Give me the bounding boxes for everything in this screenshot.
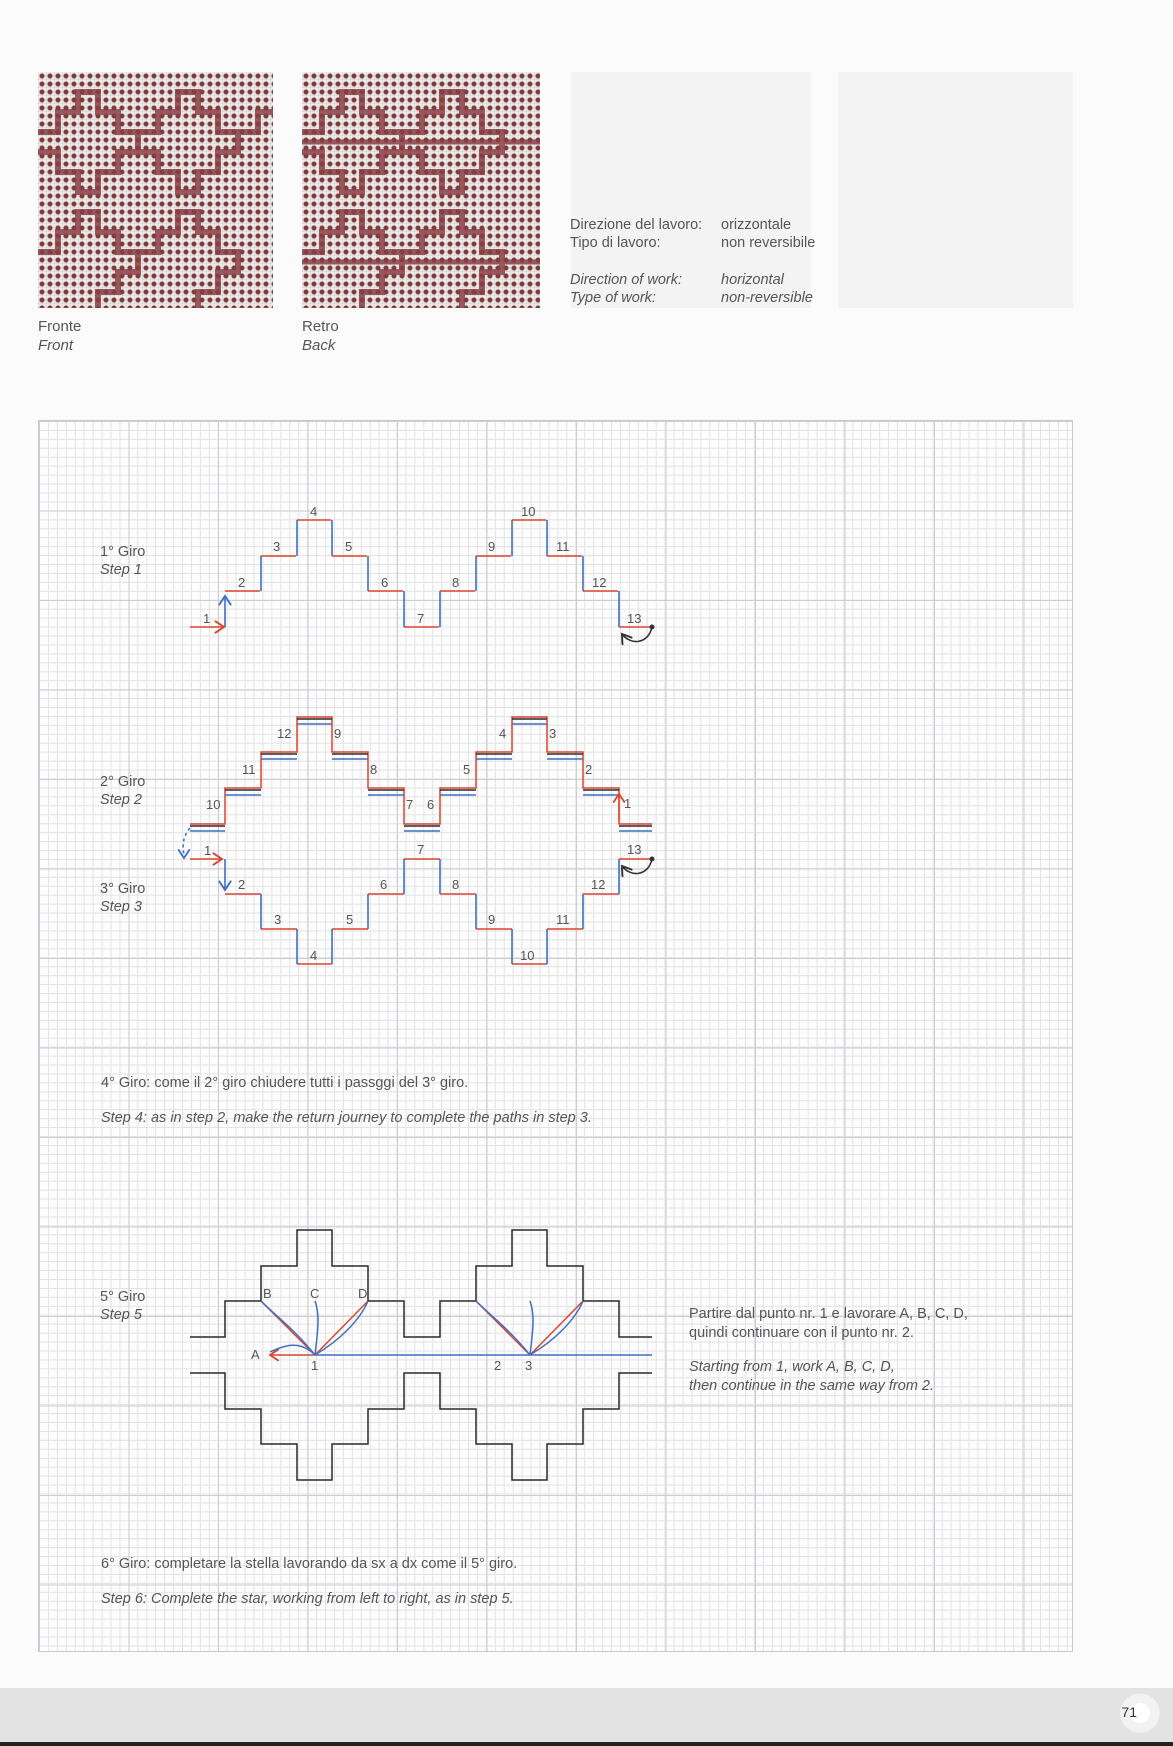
front-caption: Fronte Front xyxy=(38,318,82,354)
type-value-en: non-reversible xyxy=(721,290,813,306)
step5-note-it-2: quindi continuare con il punto nr. 2. xyxy=(689,1325,914,1341)
step5-note-it-1: Partire dal punto nr. 1 e lavorare A, B, C, D, xyxy=(689,1306,968,1322)
step6-note-it: 6° Giro: completare la stella lavorando da sx a dx come il 5° giro. xyxy=(101,1556,518,1572)
direction-value-en: horizontal xyxy=(721,272,784,288)
direction-value-it: orizzontale xyxy=(721,217,792,233)
direction-label-en: Direction of work: xyxy=(570,272,683,288)
step5-note-en-1: Starting from 1, work A, B, C, D, xyxy=(689,1359,895,1375)
step1-label: 1° Giro Step 1 xyxy=(100,544,146,578)
return-arrow-icon xyxy=(622,859,652,874)
direction-label-it: Direzione del lavoro: xyxy=(570,217,703,233)
turn-arrow-icon xyxy=(183,828,190,858)
step5-label: 5° Giro Step 5 xyxy=(100,1289,146,1323)
bottom-edge xyxy=(0,1742,1173,1746)
back-caption: Retro Back xyxy=(302,318,339,354)
step4-note-en: Step 4: as in step 2, make the return journey to complete the paths in step 3. xyxy=(101,1110,592,1126)
step6-note-en: Step 6: Complete the star, working from left to right, as in step 5. xyxy=(101,1591,514,1607)
step3-label: 3° Giro Step 3 xyxy=(100,881,146,915)
step3-diagram xyxy=(190,857,655,965)
type-label-en: Type of work: xyxy=(570,290,656,306)
step2-label: 2° Giro Step 2 xyxy=(100,774,146,808)
step4-note-it: 4° Giro: come il 2° giro chiudere tutti i passggi del 3° giro. xyxy=(101,1075,469,1091)
page-number: 71 xyxy=(1121,1704,1137,1720)
step5-note-en-2: then continue in the same way from 2. xyxy=(689,1378,935,1394)
type-label-it: Tipo di lavoro: xyxy=(570,235,661,251)
step2-diagram xyxy=(183,717,652,858)
page-footer xyxy=(0,1688,1173,1742)
type-value-it: non reversibile xyxy=(721,235,816,251)
return-arrow-icon xyxy=(622,627,652,642)
